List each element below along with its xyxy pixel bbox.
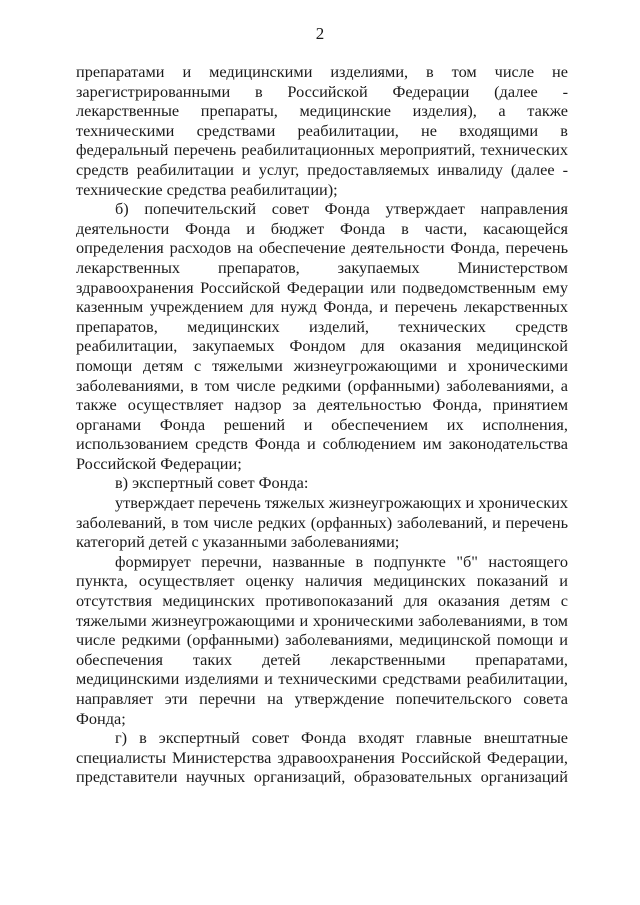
paragraph-g: г) в экспертный совет Фонда входят главные внештатные специалисты Министерства здравоохранения Российской Федерации, представители научных организаций, образовательных организаций (76, 728, 568, 787)
paragraph-continuation: препаратами и медицинскими изделиями, в том числе не зарегистрированными в Российской Федерации (далее - лекарственные препараты, медицинские изделия), а также техническими средствами реабилитации, не входящими в федеральный перечень реабилитационных мероприятий, технических средств реабилитации и услуг, предоставляемых инвалиду (далее - технические средства реабилитации); (76, 62, 568, 199)
paragraph-v-item-1: утверждает перечень тяжелых жизнеугрожающих и хронических заболеваний, в том числе редких (орфанных) заболеваний, и перечень категорий детей с указанными заболеваниями; (76, 493, 568, 552)
paragraph-v-heading: в) экспертный совет Фонда: (115, 473, 309, 493)
paragraph-v-item-2: формирует перечни, названные в подпункте "б" настоящего пункта, осуществляет оценку наличия медицинских показаний и отсутствия медицинских противопоказаний для оказания детям с тяжелыми жизнеугрожающими и хроническими заболеваниями, в том числе редкими (орфанными) заболеваниями, медицинской помощи и обеспечения таких детей лекарственными препаратами, медицинскими изделиями и техническими средствами реабилитации, направляет эти перечни на утверждение попечительского совета Фонда; (76, 551, 568, 728)
paragraph-b: б) попечительский совет Фонда утверждает направления деятельности Фонда и бюджет Фонда в части, касающейся определения расходов на обеспечение деятельности Фонда, перечень лекарственных препаратов, закупаемых Министерством здравоохранения Российской Федерации или подведомственным ему казенным учреждением для нужд Фонда, и перечень лекарственных препаратов, медицинских изделий, технических средств реабилитации, закупаемых Фондом для оказания медицинской помощи детям с тяжелыми жизнеугрожающими и хроническими заболеваниями, в том числе редкими (орфанными) заболеваниями, а также осуществляет надзор за деятельностью Фонда, принятием органами Фонда решений и обеспечением их исполнения, использованием средств Фонда и соблюдением им законодательства Российской Федерации; (76, 199, 568, 473)
document-body (76, 62, 568, 787)
page-number: 2 (315, 24, 325, 43)
